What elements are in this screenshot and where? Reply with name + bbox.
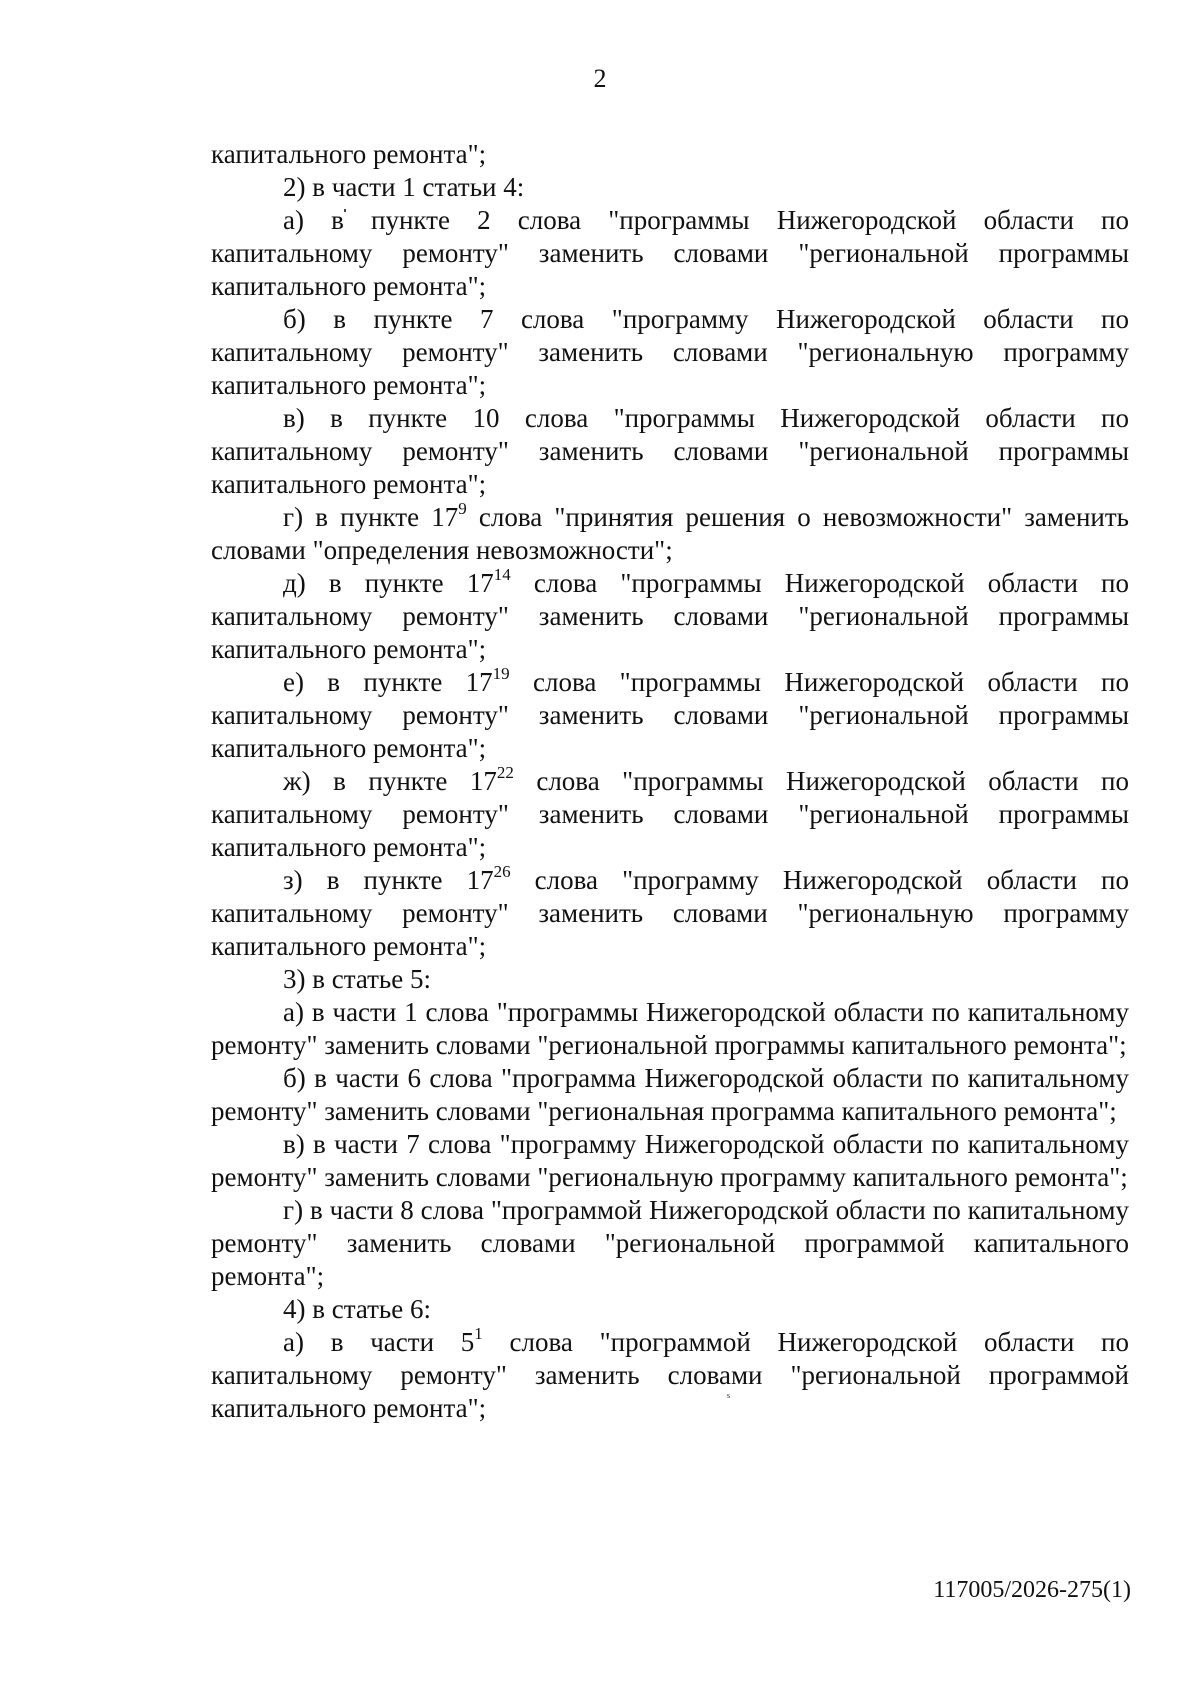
superscript: 9 <box>458 499 467 518</box>
paragraph-text: а) в части 1 слова "программы Нижегородской области по капитальному ремонту" заменить словами "региональной программы капитального ремонта"; <box>211 997 1129 1060</box>
paragraph-text: д) в пункте 17 <box>283 568 494 598</box>
paragraph-text: 4) в статье 6: <box>283 1294 431 1324</box>
paragraph <box>211 303 1129 402</box>
paragraph-text: г) в пункте 17 <box>283 502 459 532</box>
paragraph-text: б) в пункте 7 слова "программу Нижегородской области по капитальному ремонту" заменить словами "региональную программу капитального ремонта"; <box>211 304 1129 400</box>
paragraph <box>211 996 1129 1062</box>
paragraph-text: г) в части 8 слова "программой Нижегородской области по капитальному ремонту" заменить словами "региональной программой капитального ремонта"; <box>211 1195 1129 1291</box>
paragraph-text: а) в пункте 2 слова "программы Нижегородской области по капитальному ремонту" заменить словами "региональной программы капитального ремонта"; <box>211 205 1129 301</box>
paragraph <box>211 963 1129 996</box>
superscript: 14 <box>493 565 511 584</box>
paragraph <box>211 1194 1129 1293</box>
paragraph-text: в) в части 7 слова "программу Нижегородской области по капитальному ремонту" заменить словами "региональную программу капитального ремонта"; <box>211 1129 1129 1192</box>
superscript: 26 <box>493 862 511 881</box>
paragraph-text: 3) в статье 5: <box>283 964 431 994</box>
paragraph <box>211 864 1129 963</box>
paragraph-text: в) в пункте 10 слова "программы Нижегородской области по капитальному ремонту" заменить словами "региональной программы капитального ремонта"; <box>211 403 1129 499</box>
paragraph-text: а) в части 5 <box>283 1327 475 1357</box>
page-number: 2 <box>593 64 607 93</box>
paragraph <box>211 1128 1129 1194</box>
paragraph-text: капитального ремонта"; <box>211 139 487 169</box>
paragraph-text: б) в части 6 слова "программа Нижегородской области по капитальному ремонту" заменить словами "региональная программа капитального ремонта"; <box>211 1063 1129 1126</box>
paragraph <box>211 765 1129 864</box>
superscript: 19 <box>492 664 510 683</box>
paragraph <box>211 1326 1129 1425</box>
paragraph <box>211 138 1129 171</box>
paragraph-text-cont: слова "программу Нижегородской области по капитальному ремонту" заменить словами "региональную программу капитального ремонта"; <box>211 865 1129 961</box>
superscript: 1 <box>474 1324 483 1343</box>
paragraph-text-cont: слова "программой Нижегородской области по капитальному ремонту" заменить словами "региональной программой капитального ремонта"; <box>211 1327 1129 1423</box>
paragraph <box>211 204 1129 303</box>
paragraph-text: е) в пункте 17 <box>283 667 493 697</box>
paragraph-text-cont: слова "программы Нижегородской области по капитальному ремонту" заменить словами "региональной программы капитального ремонта"; <box>211 568 1130 664</box>
paragraph-text-cont: слова "программы Нижегородской области по капитальному ремонту" заменить словами "региональной программы капитального ремонта"; <box>211 667 1129 763</box>
paragraph <box>211 402 1129 501</box>
paragraph <box>211 501 1129 567</box>
paragraph <box>211 1062 1129 1128</box>
superscript: 22 <box>496 763 514 782</box>
paragraph-text: 2) в части 1 статьи 4: <box>283 172 525 202</box>
paragraph-text: ж) в пункте 17 <box>283 766 497 796</box>
paragraph <box>211 666 1129 765</box>
paragraph <box>211 171 1129 204</box>
paragraph <box>211 1293 1129 1326</box>
paragraph-text: з) в пункте 17 <box>283 865 494 895</box>
paragraph <box>211 567 1129 666</box>
document-code: 117005/2026-275(1) <box>933 1577 1131 1603</box>
document-body <box>211 138 1129 1425</box>
scan-mark: ˢ <box>727 1391 730 1406</box>
paragraph-text-cont: слова "принятия решения о невозможности" заменить словами "определения невозможности"; <box>211 502 1129 565</box>
paragraph-text-cont: слова "программы Нижегородской области по капитальному ремонту" заменить словами "региональной программы капитального ремонта"; <box>211 766 1129 862</box>
